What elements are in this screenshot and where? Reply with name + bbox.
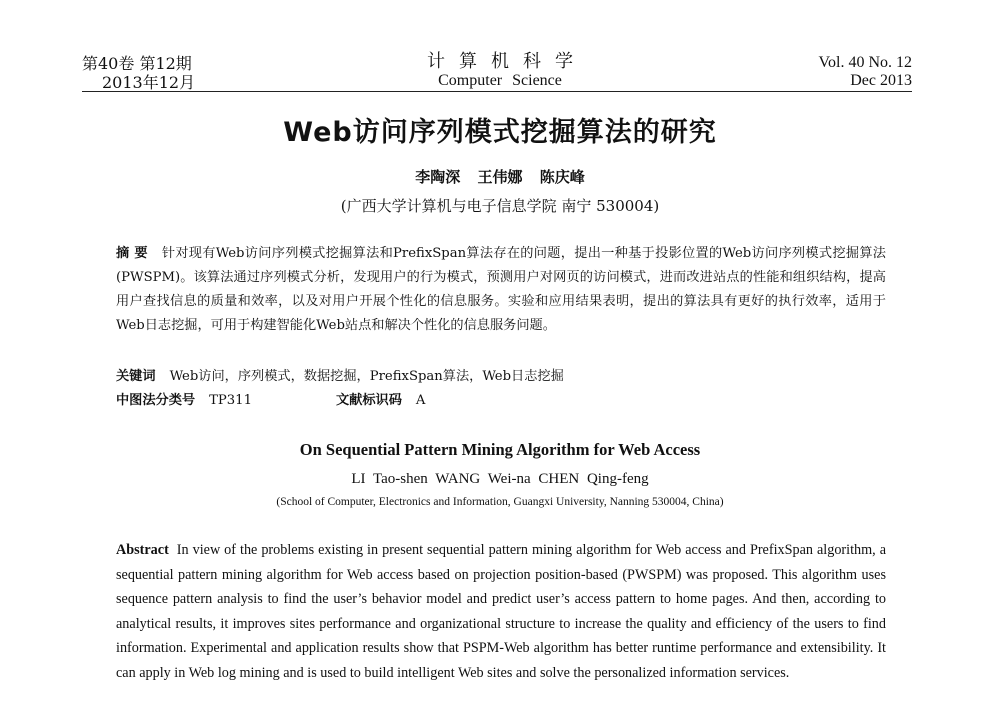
keywords-cn-text: Web访问，序列模式，数据挖掘，PrefixSpan算法，Web日志挖掘 (169, 369, 564, 384)
classification-label: 中图法分类号 (116, 393, 196, 408)
abstract-en (116, 538, 886, 685)
header-volume-en (819, 54, 913, 90)
abstract-cn-text: 针对现有Web访问序列模式挖掘算法和PrefixSpan算法存在的问题，提出一种基于投影位置的Web访问序列模式挖掘算法(PWSPM)。该算法通过序列模式分析，发现用户的行为模式，预测用户对网页的访问模式，进而改进站点的性能和组织结构，提高用户查找信息的质量和效率，以及对用户开展个性化的信息服务。实验和应用结果表明，提出的算法具有更好的执行效率，适用于Web日志挖掘，可用于构建智能化Web站点和解决个性化的信息服务问题。 (116, 246, 886, 333)
authors-cn: 李陶深 王伟娜 陈庆峰 (415, 168, 585, 186)
keywords-cn (116, 366, 886, 388)
abstract-cn (116, 242, 886, 338)
abstract-cn-label: 摘 要 (116, 246, 148, 261)
affiliation-cn: (广西大学计算机与电子信息学院 南宁 530004) (340, 197, 660, 215)
paper-title-cn: Web访问序列模式挖掘算法的研究 (283, 117, 717, 148)
classification-value: TP311 (209, 393, 252, 408)
document-code-value: A (415, 393, 426, 408)
abstract-en-text: In view of the problems existing in present sequential pattern mining algorithm for Web access and PrefixSpan algorithm, a sequential pattern mining algorithm for Web access based on projection position-based (PWSPM) was proposed. This algorithm uses sequence pattern analysis to find the user’s behavior model and predict user’s access pattern to home pages. And then, according to analytical results, it improves sites performance and organizational structure to increase the quality and efficiency of the users to find information. Experimental and application results show that PSPM-Web algorithm has better runtime performance and extensibility. It can apply in Web log mining and is used to build intelligent Web sites and solve the personalized information services. (116, 542, 886, 681)
issue-date-cn: 2013年12月 (102, 73, 196, 92)
journal-name-en: Computer Science (438, 72, 562, 89)
abstract-en-label: Abstract (116, 542, 169, 558)
paper-title-en: On Sequential Pattern Mining Algorithm for Web Access (299, 440, 701, 459)
affiliation-en: (School of Computer, Electronics and Information, Guangxi University, Nanning 530004, China) (276, 496, 724, 508)
document-code-label: 文献标识码 (335, 393, 402, 408)
journal-name-cn: 计算机科学 (427, 51, 587, 72)
running-header (0, 50, 1000, 94)
authors-en: LI Tao-shen WANG Wei-na CHEN Qing-feng (351, 471, 649, 487)
header-rule (82, 91, 912, 92)
volume-en: Vol. 40 No. 12 (818, 54, 912, 71)
classification-line (116, 390, 886, 412)
volume-issue: 第40卷 第12期 (82, 54, 192, 73)
issue-date-en: Dec 2013 (850, 72, 912, 89)
keywords-cn-label: 关键词 (116, 369, 156, 384)
